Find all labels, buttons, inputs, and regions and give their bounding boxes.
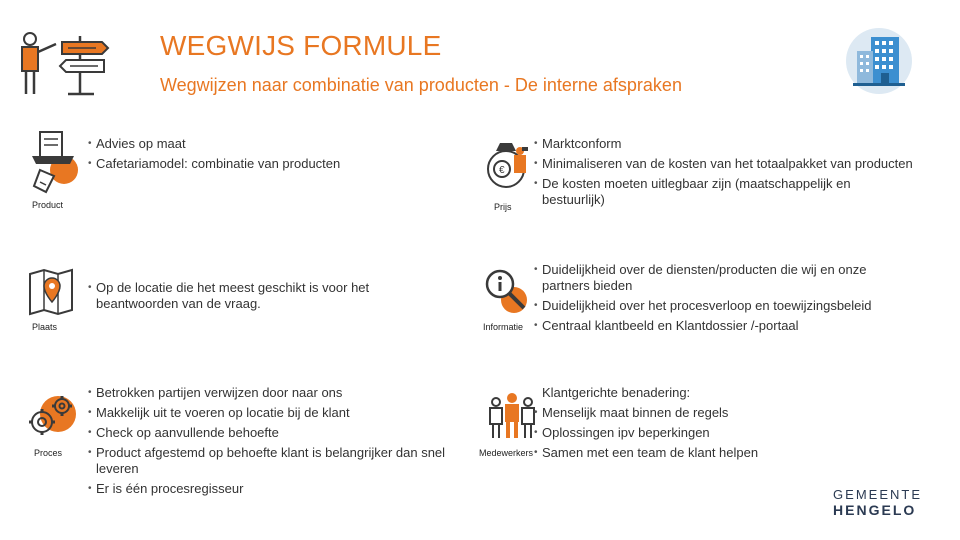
proces-label: Proces bbox=[34, 448, 63, 458]
plaats-label: Plaats bbox=[32, 322, 58, 332]
list-item: • Samen met een team de klant helpen bbox=[534, 445, 914, 461]
page-title: WEGWIJS FORMULE bbox=[160, 30, 442, 61]
informatie-bullets bbox=[534, 262, 914, 338]
svg-text:€: € bbox=[499, 165, 505, 176]
list-item: • Er is één procesregisseur bbox=[88, 481, 458, 497]
plaats-bullets bbox=[88, 280, 408, 316]
informatie-label: Informatie bbox=[483, 322, 524, 332]
list-item: • Advies op maat bbox=[88, 136, 458, 152]
info-search-icon bbox=[484, 266, 536, 323]
medewerkers-bullets bbox=[534, 385, 914, 465]
proces-bullets bbox=[88, 385, 458, 501]
list-item: • De kosten moeten uitlegbaar zijn (maatschappelijk en bestuurlijk) bbox=[534, 176, 914, 208]
team-icon bbox=[484, 386, 540, 447]
logo-line-2: HENGELO bbox=[833, 502, 917, 518]
medewerkers-label: Medewerkers bbox=[479, 448, 534, 458]
municipality-logo bbox=[833, 487, 922, 518]
map-pin-icon bbox=[26, 268, 82, 323]
list-item: • Menselijk maat binnen de regels bbox=[534, 405, 914, 421]
list-item: • Minimaliseren van de kosten van het totaalpakket van producten bbox=[534, 156, 914, 172]
list-item: • Cafetariamodel: combinatie van producten bbox=[88, 156, 458, 172]
product-bullets bbox=[88, 136, 458, 176]
gears-icon bbox=[24, 388, 80, 449]
list-item: • Product afgestemd op behoefte klant is belangrijker dan snel leveren bbox=[88, 445, 458, 477]
certificate-icon bbox=[26, 130, 82, 205]
list-item: • Centraal klantbeeld en Klantdossier /-portaal bbox=[534, 318, 914, 334]
list-intro: Klantgerichte benadering: bbox=[542, 385, 691, 400]
product-label: Product bbox=[32, 200, 64, 210]
money-bag-icon bbox=[482, 133, 538, 202]
logo-line-1: GEMEENTE bbox=[833, 487, 922, 502]
list-item: • Makkelijk uit te voeren op locatie bij de klant bbox=[88, 405, 458, 421]
list-item: • Oplossingen ipv beperkingen bbox=[534, 425, 914, 441]
list-item: • Duidelijkheid over de diensten/producten die wij en onze partners bieden bbox=[534, 262, 914, 294]
list-item: • Marktconform bbox=[534, 136, 914, 152]
list-item: • Duidelijkheid over het procesverloop en toewijzingsbeleid bbox=[534, 298, 914, 314]
list-item: • Check op aanvullende behoefte bbox=[88, 425, 458, 441]
building-icon bbox=[845, 27, 913, 100]
signpost-person-icon bbox=[18, 30, 110, 103]
list-item: • Op de locatie die het meest geschikt is voor het beantwoorden van de vraag. bbox=[88, 280, 408, 312]
page-subtitle: Wegwijzen naar combinatie van producten - De interne afspraken bbox=[160, 75, 682, 95]
list-item: • Betrokken partijen verwijzen door naar ons bbox=[88, 385, 458, 401]
prijs-bullets bbox=[534, 136, 914, 212]
prijs-label: Prijs bbox=[494, 202, 512, 212]
